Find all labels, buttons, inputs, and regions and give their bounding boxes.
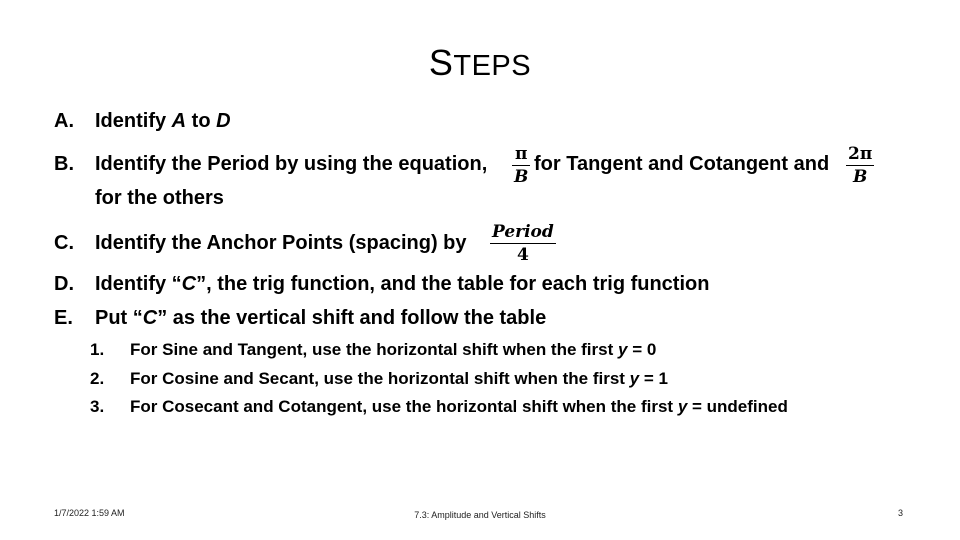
title-first-letter: S [428, 42, 454, 83]
fraction-2pi-over-b: $\frac{2\pi}{B}$ [848, 144, 873, 187]
footer-page-number: 3 [898, 508, 904, 518]
step-text: Identify A to D [95, 110, 231, 132]
step-text: Identify the Period by using the equation, [95, 153, 488, 175]
step-letter: E. [54, 307, 73, 329]
step-text: Identify the Anchor Points (spacing) by [95, 232, 467, 254]
slide: STEPS A. Identify A to D B. Identify the Period by using the equation, $\frac{\pi}{B}$ for Tangent and Cotangent and $\frac{2\pi}{B}$ for the others C. Identify the Anchor Points (spacing) by Period 4 D. Identify “C”, the trig function, and the table for each trig function E. Put “C” as the vertical shift and follow the table 1. For Sine and Tangent, use the horizontal shift when the first y = 0 2. For Cosine and Secant, use the horizontal shift when the first y = 1 3. For Cosecant and Cotangent, use the horizontal shift when the first y = undefined 1/7/2022 1:59 AM 7.3: Amplitude and Vertical Shifts 3 [0, 0, 960, 540]
step-letter: A. [54, 110, 74, 132]
footer-title: 7.3: Amplitude and Vertical Shifts [414, 510, 546, 520]
step-letter: D. [54, 273, 74, 295]
step-b-line2: for the others [95, 187, 224, 209]
step-text: Put “C” as the vertical shift and follow the table [95, 307, 547, 329]
step-b-middle: for Tangent and Cotangent and [534, 153, 830, 175]
step-letter: B. [54, 153, 74, 175]
slide-title [0, 42, 960, 84]
fraction-pi-over-b: $\frac{\pi}{B}$ [514, 144, 529, 187]
step-text: Identify “C”, the trig function, and the table for each trig function [95, 273, 710, 295]
title-rest: TEPS [453, 50, 532, 82]
step-letter: C. [54, 232, 74, 254]
footer-date: 1/7/2022 1:59 AM [54, 508, 125, 518]
fraction-period-over-4: Period 4 [492, 222, 554, 265]
